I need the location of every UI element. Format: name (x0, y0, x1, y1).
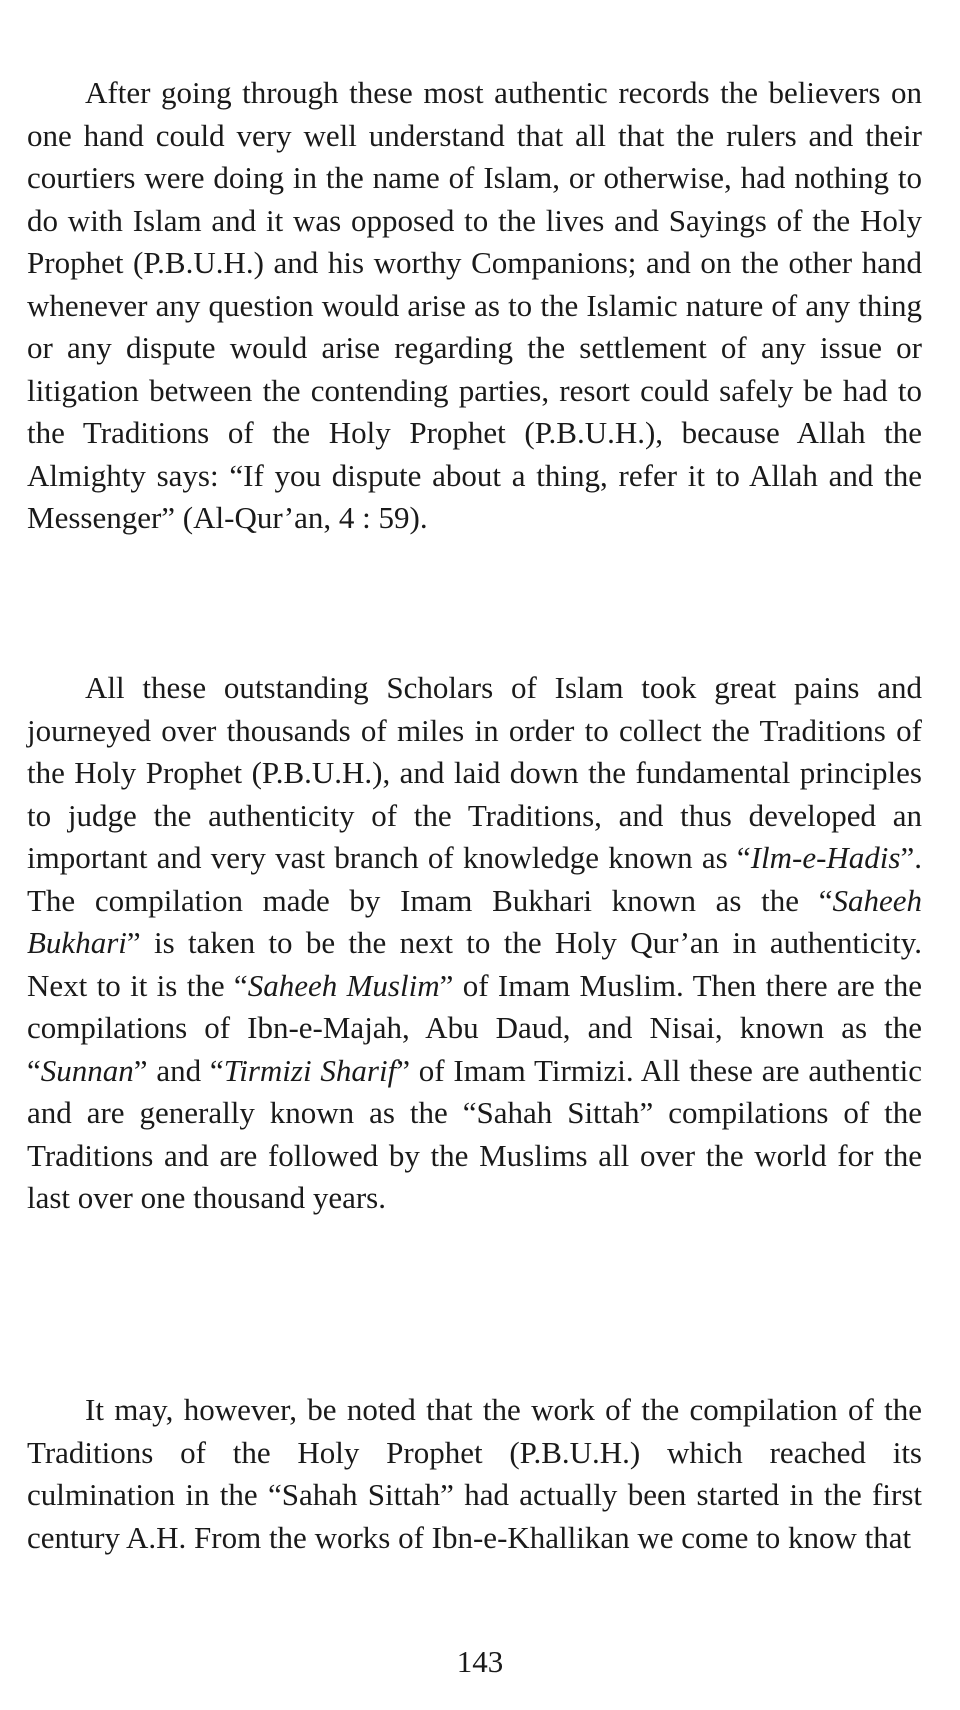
paragraph-2-text-segment: ” of Imam Tirmizi. All these are authentic and are generally known as the “Sahah Sittah” compilations of the Traditions and are followed by the Muslims all over the world for the last over one thousand years. (27, 1052, 922, 1215)
paragraph-3 (27, 1389, 922, 1559)
paragraph-2-text-segment: ”. The compilation made by Imam Bukhari known as the “ (27, 840, 922, 918)
paragraph-2-text-segment: ” and “ (133, 1052, 224, 1088)
italic-term-saheeh-bukhari: Saheeh Bukhari (27, 882, 922, 960)
italic-term-tirmizi-sharif: Tirmizi Sharif (223, 1052, 397, 1088)
paragraph-2 (27, 667, 922, 1220)
paragraph-1-text: After going through these most authentic records the believers on one hand could very well understand that all that the rulers and their courtiers were doing in the name of Islam, or otherwise, had nothing to do with Islam and it was opposed to the lives and Sayings of the Holy Prophet (P.B.U.H.) and his worthy Companions; and on the other hand whenever any question would arise as to the Islamic nature of any thing or any dispute would arise regarding the settlement of any issue or litigation between the contending parties, resort could safely be had to the Traditions of the Holy Prophet (P.B.U.H.), because Allah the Almighty says: “If you dispute about a thing, refer it to Allah and the Messenger” (Al-Qur’an, 4 : 59). (27, 75, 922, 535)
italic-term-saheeh-muslim: Saheeh Muslim (247, 967, 440, 1003)
paragraph-1 (27, 72, 922, 540)
italic-term-sunnan: Sunnan (40, 1052, 134, 1088)
paragraph-3-text: It may, however, be noted that the work of the compilation of the Traditions of the Holy Prophet (P.B.U.H.) which reached its culmination in the “Sahah Sittah” had actually been started in the first century A.H. From the works of Ibn-e-Khallikan we come to know that (27, 1392, 922, 1555)
paragraph-2-text-segment: ” is taken to be the next to the Holy Qur’an in authenticity. Next to it is the “ (27, 925, 922, 1003)
paragraph-2-text-segment: ” of Imam Muslim. Then there are the compilations of Ibn-e-Majah, Abu Daud, and Nisai, known as the “ (27, 967, 923, 1088)
paragraph-2-text-segment: All these outstanding Scholars of Islam took great pains and journeyed over thousands of miles in order to collect the Traditions of the Holy Prophet (P.B.U.H.), and laid down the fundamental principles to judge the authenticity of the Traditions, and thus developed an important and very vast branch of knowledge known as “ (27, 670, 922, 875)
page-number: 143 (456, 1644, 504, 1679)
italic-term-ilm-e-hadis: Ilm-e-Hadis (750, 840, 901, 875)
